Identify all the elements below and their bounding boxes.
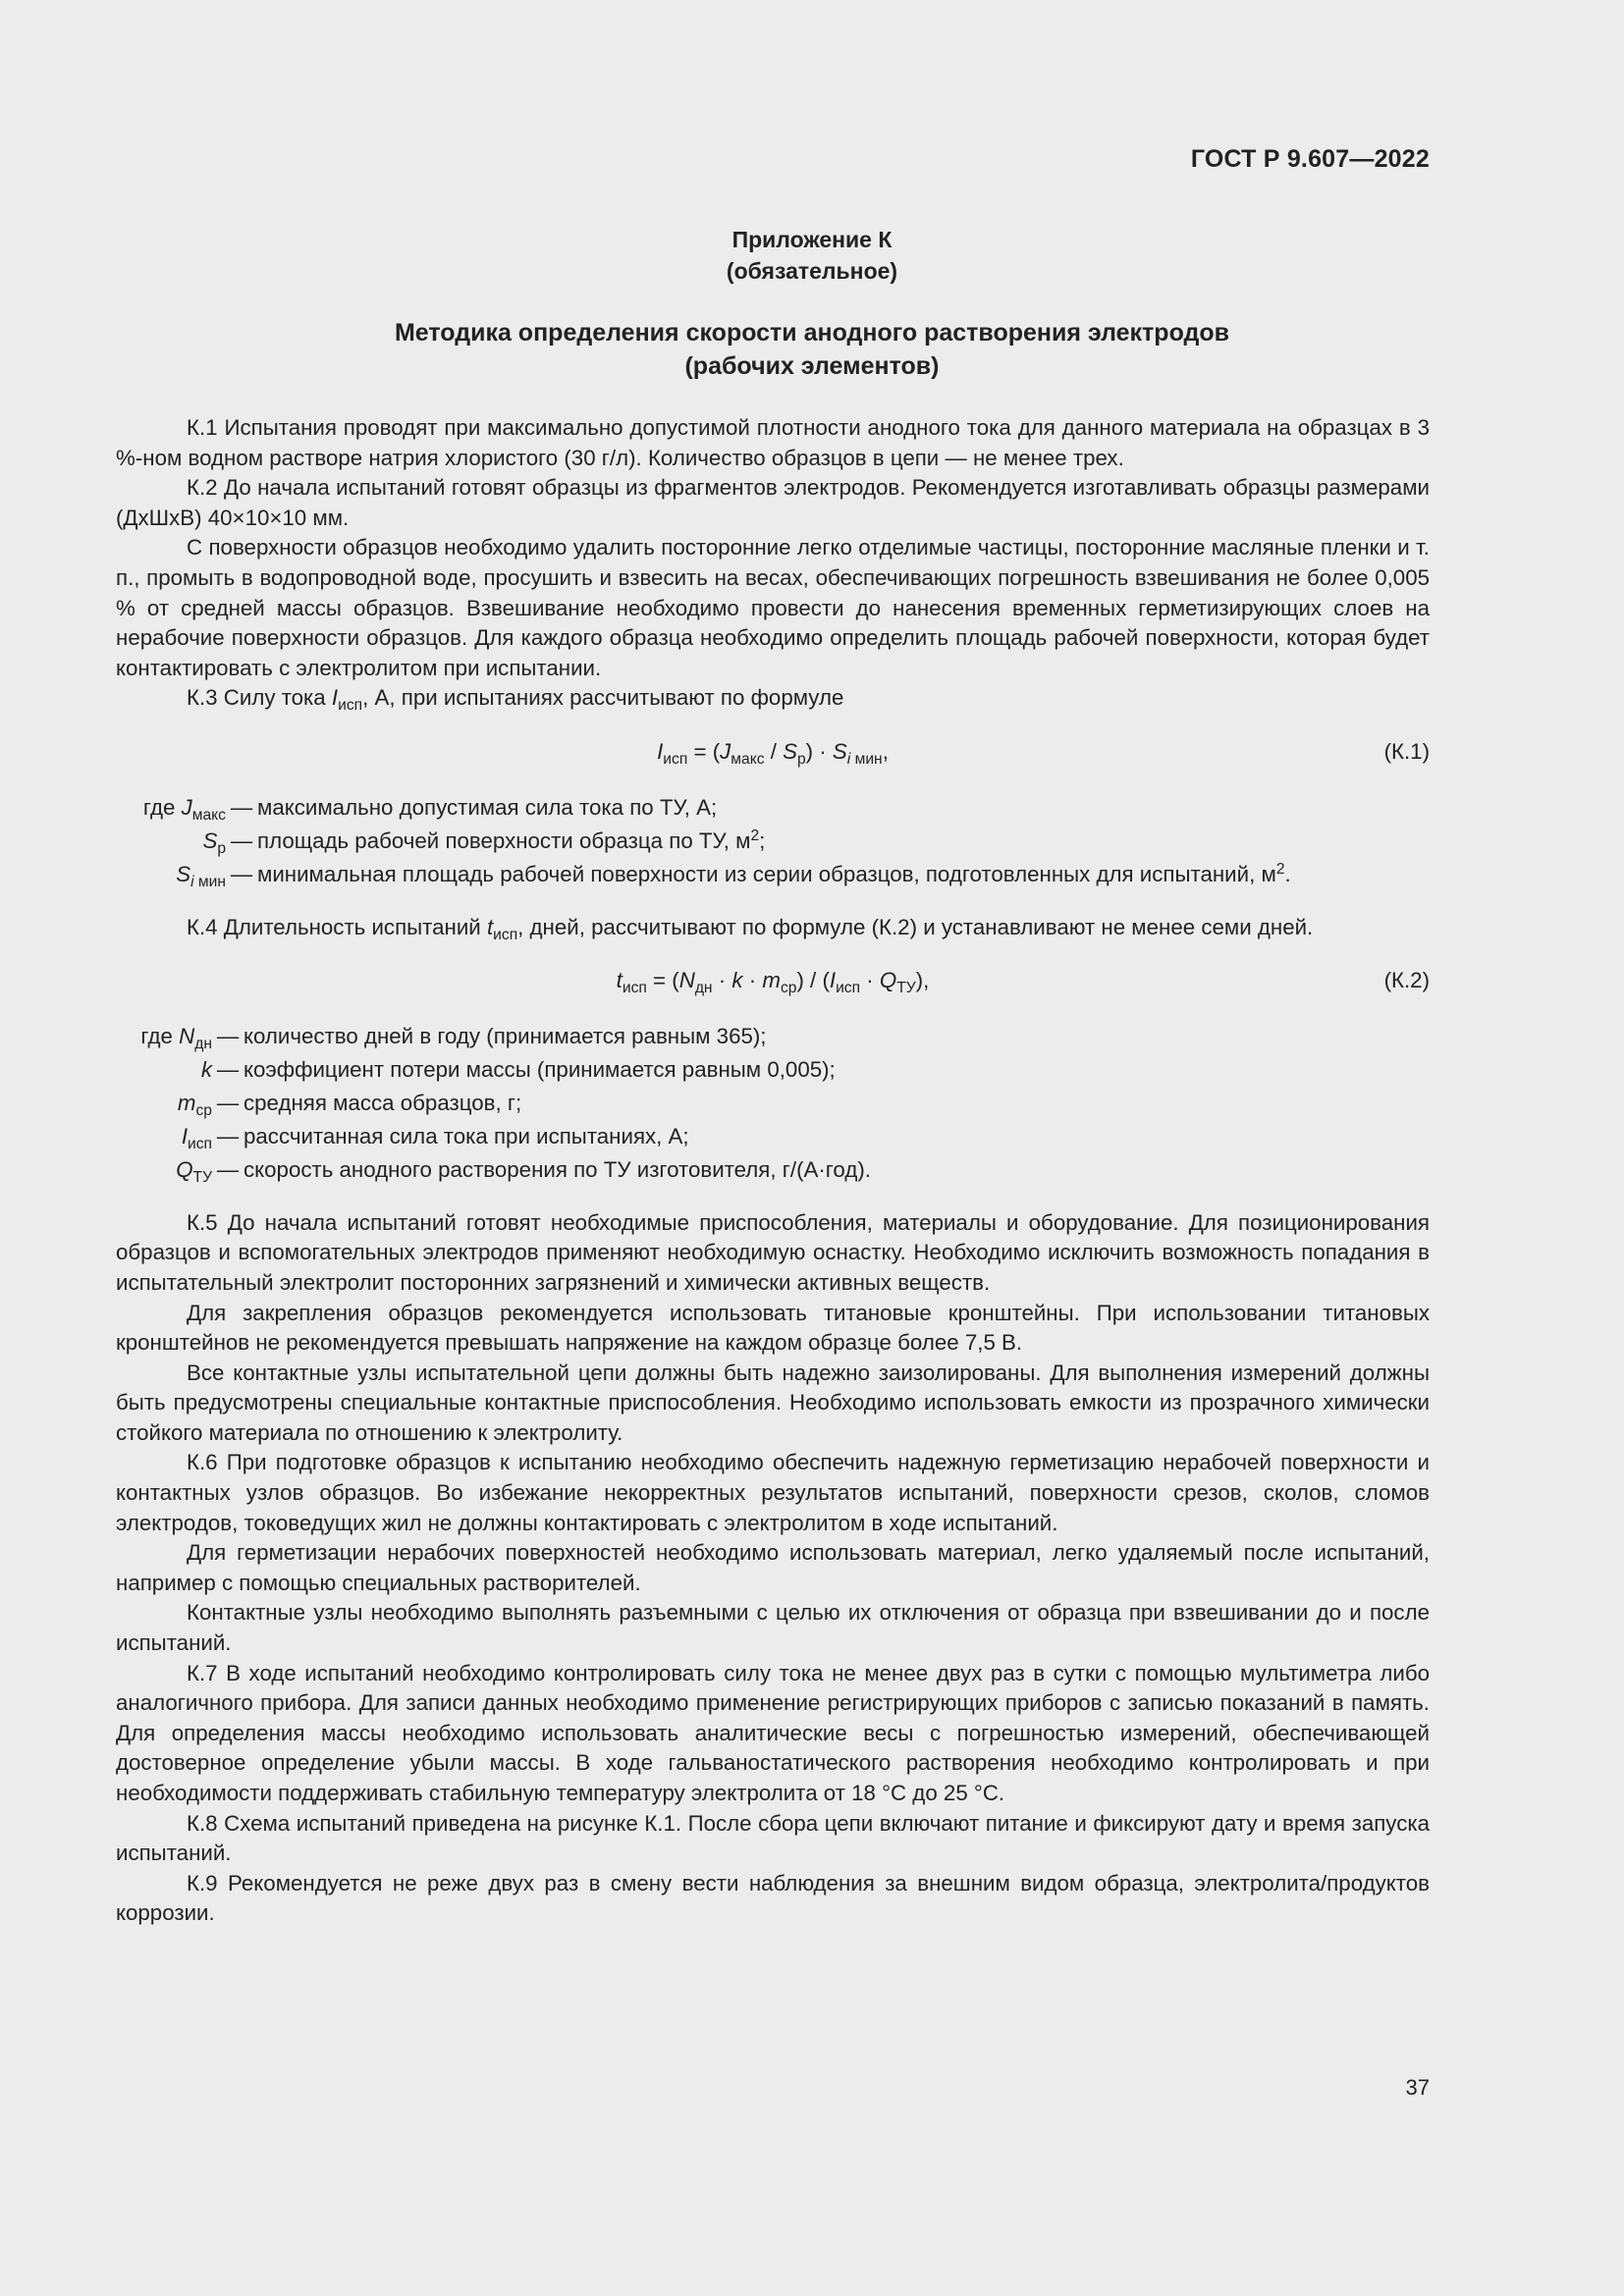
- paragraph-k9: К.9 Рекомендуется не реже двух раз в смену вести наблюдения за внешним видом образца, электролита/продуктов коррозии.: [116, 1870, 1430, 1926]
- paragraph-k5: К.5 До начала испытаний готовят необходимые приспособления, материалы и оборудование. Для позиционирования образцов и вспомогательных электродов применяют необходимую оснастку. Необходимо исключить возможность попадания в испытательный электролит посторонних загрязнений и химически активных веществ.: [116, 1209, 1430, 1295]
- page-number: 37: [1405, 2075, 1430, 2100]
- paragraph-k6c: Контактные узлы необходимо выполнять разъемными с целью их отключения от образца при взвешивании до и после испытаний.: [116, 1600, 1430, 1656]
- legend-row: $Q_{ТУ}$ — скорость анодного растворения по ТУ изготовителя, г/(А·год).: [176, 1156, 871, 1186]
- annex-title-line2: (рабочих элементов): [684, 352, 940, 380]
- formula-k1-legend: [116, 793, 1430, 893]
- paragraph-k5b: Для закрепления образцов рекомендуется использовать титановые кронштейны. При использовании титановых кронштейнов не рекомендуется превышать напряжение на каждом образце более 7,5 В.: [116, 1300, 1430, 1356]
- paragraph-k5c: Все контактные узлы испытательной цепи должны быть надежно заизолированы. Для выполнения измерений должны быть предусмотрены специальные контактные приспособления. Необходимо использовать емкости из прозрачного химически стойкого материала по отношению к электролиту.: [116, 1360, 1430, 1445]
- paragraph-k8: К.8 Схема испытаний приведена на рисунке К.1. После сбора цепи включают питание и фиксируют дату и время запуска испытаний.: [116, 1810, 1430, 1866]
- formula-k1: [116, 737, 1430, 768]
- legend-row: $I_{исп}$ — рассчитанная сила тока при испытаниях, А;: [181, 1123, 689, 1152]
- legend-row: $S_р$ — площадь рабочей поверхности образца по ТУ, $м^2$;: [202, 827, 766, 857]
- legend-row: k — коэффициент потери массы (принимается равным 0,005);: [200, 1056, 836, 1082]
- paragraph-k1: К.1 Испытания проводят при максимально допустимой плотности анодного тока для данного материала на образцах в 3 %-ном водном растворе натрия хлористого (30 г/л). Количество образцов в цепи — не менее трех.: [116, 415, 1430, 470]
- formula-k2: [116, 966, 1430, 996]
- formula-k1-expression: $I_{исп} = (J_{макс} / S_р) \cdot S_{i мин}$,: [657, 738, 889, 768]
- paragraph-k2: К.2 До начала испытаний готовят образцы из фрагментов электродов. Рекомендуется изготавливать образцы размерами (ДхШхВ) 40×10×10 мм.: [116, 475, 1430, 530]
- paragraph-k3: К.3 Силу тока $I_{исп}$, А, при испытаниях рассчитывают по формуле: [187, 685, 844, 715]
- legend-row: $m_{ср}$ — средняя масса образцов, г;: [177, 1090, 522, 1119]
- annex-title: [0, 316, 1624, 383]
- paragraph-k6: К.6 При подготовке образцов к испытанию необходимо обеспечить надежную герметизацию нерабочей поверхности и контактных узлов образцов. Во избежание некорректных результатов испытаний, поверхности срезов, сколов, сломов электродов, токоведущих жил не должны контактировать с электролитом в ходе испытаний.: [116, 1450, 1430, 1535]
- annex-status: (обязательное): [726, 258, 898, 284]
- annex-label-block: [0, 224, 1624, 287]
- annex-label: Приложение К: [731, 227, 893, 252]
- paragraph-k4: К.4 Длительность испытаний $t_{исп}$, дней, рассчитывают по формуле (К.2) и устанавливают не менее семи дней.: [187, 914, 1314, 943]
- legend-row: $S_{i мин}$ — минимальная площадь рабочей поверхности из серии образцов, подготовленных для испытаний, $м^2$.: [176, 860, 1291, 890]
- document-body: [116, 413, 1430, 1929]
- legend-row: где $J_{макс}$ — максимально допустимая сила тока по ТУ, А;: [142, 794, 718, 824]
- formula-k1-number: (К.1): [1383, 738, 1430, 764]
- annex-title-line1: Методика определения скорости анодного растворения электродов: [394, 319, 1230, 347]
- formula-k2-number: (К.2): [1383, 968, 1430, 993]
- formula-k2-expression: $t_{исп} = (N_{дн} \cdot k \cdot m_{ср}) / (I_{исп} \cdot Q_{ТУ})$,: [616, 968, 930, 997]
- formula-k2-legend: [116, 1022, 1430, 1189]
- legend-row: где $N_{дн}$ — количество дней в году (принимается равным 365);: [140, 1023, 767, 1052]
- paragraph-k6b: Для герметизации нерабочих поверхностей необходимо использовать материал, легко удаляемый после испытаний, например с помощью специальных растворителей.: [116, 1540, 1430, 1595]
- paragraph-k2b: С поверхности образцов необходимо удалить посторонние легко отделимые частицы, посторонние масляные пленки и т. п., промыть в водопроводной воде, просушить и взвесить на весах, обеспечивающих погрешность взвешивания не более 0,005 % от средней массы образцов. Взвешивание необходимо провести до нанесения временных герметизирующих слоев на нерабочие поверхности образцов. Для каждого образца необходимо определить площадь рабочей поверхности, которая будет контактировать с электролитом при испытании.: [116, 535, 1430, 680]
- paragraph-k7: К.7 В ходе испытаний необходимо контролировать силу тока не менее двух раз в сутки с помощью мультиметра либо аналогичного прибора. Для записи данных необходимо применение регистрирующих приборов с записью показаний в память. Для определения массы необходимо использовать аналитические весы с погрешностью измерений, обеспечивающей достоверное определение убыли массы. В ходе гальваностатического растворения необходимо контролировать и при необходимости поддерживать стабильную температуру электролита от 18 °С до 25 °С.: [116, 1660, 1430, 1805]
- document-header: ГОСТ Р 9.607—2022: [1190, 145, 1430, 173]
